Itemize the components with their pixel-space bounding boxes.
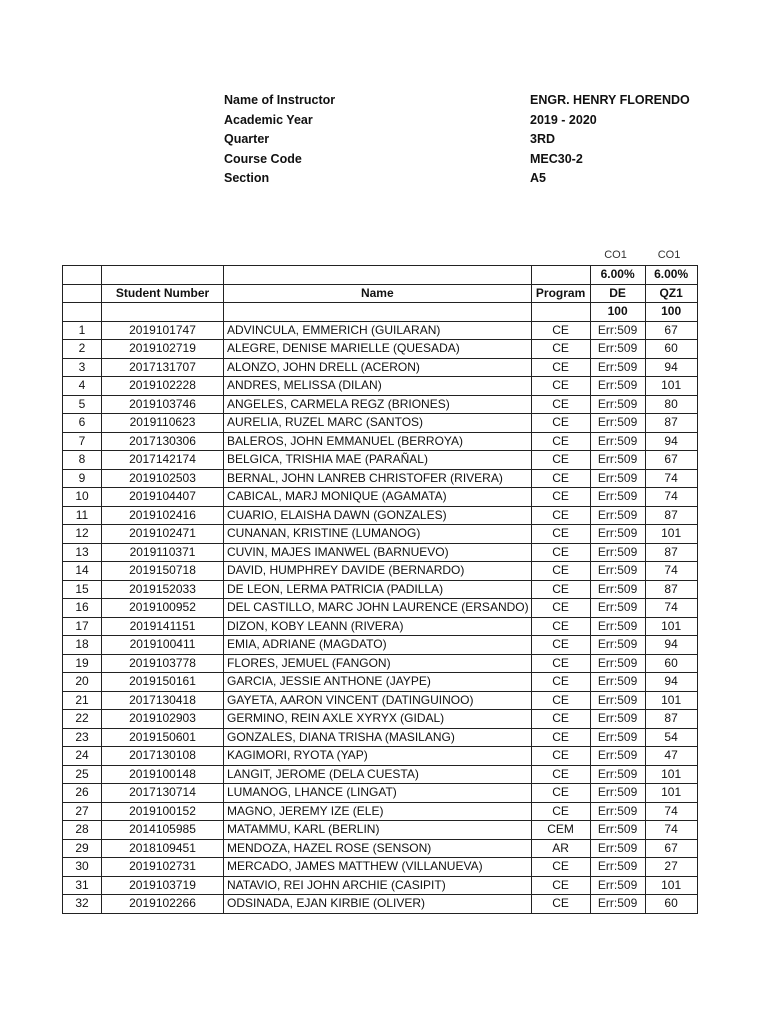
table-row xyxy=(63,654,698,673)
qz1-max-score: 100 xyxy=(645,303,697,322)
weight-header-row xyxy=(63,266,698,285)
table-row xyxy=(63,858,698,877)
table-row xyxy=(63,876,698,895)
student-name-cell: BALEROS, JOHN EMMANUEL (BERROYA) xyxy=(224,432,532,451)
table-row xyxy=(63,469,698,488)
row-number-cell: 24 xyxy=(63,747,102,766)
table-row xyxy=(63,599,698,618)
program-cell: CE xyxy=(531,543,590,562)
de-score-cell: Err:509 xyxy=(590,673,645,692)
de-score-cell: Err:509 xyxy=(590,358,645,377)
row-number-cell: 3 xyxy=(63,358,102,377)
section-label: Section xyxy=(224,171,270,185)
row-number-cell: 17 xyxy=(63,617,102,636)
qz1-score-cell: 101 xyxy=(645,617,697,636)
program-cell: CE xyxy=(531,691,590,710)
table-row xyxy=(63,691,698,710)
qz1-score-cell: 74 xyxy=(645,469,697,488)
student-number-cell: 2019103778 xyxy=(102,654,224,673)
program-cell: CE xyxy=(531,525,590,544)
de-score-cell: Err:509 xyxy=(590,506,645,525)
table-row xyxy=(63,821,698,840)
program-cell: CE xyxy=(531,784,590,803)
de-score-cell: Err:509 xyxy=(590,414,645,433)
qz1-score-cell: 74 xyxy=(645,802,697,821)
qz1-score-cell: 67 xyxy=(645,839,697,858)
de-score-cell: Err:509 xyxy=(590,654,645,673)
de-score-cell: Err:509 xyxy=(590,395,645,414)
table-row xyxy=(63,636,698,655)
course-code-label: Course Code xyxy=(224,151,302,166)
de-score-cell: Err:509 xyxy=(590,617,645,636)
academic-year-label: Academic Year xyxy=(224,112,313,127)
program-cell: AR xyxy=(531,839,590,858)
row-number-cell: 4 xyxy=(63,377,102,396)
program-cell: CE xyxy=(531,747,590,766)
de-score-cell: Err:509 xyxy=(590,747,645,766)
table-row xyxy=(63,358,698,377)
student-name-cell: ALONZO, JOHN DRELL (ACERON) xyxy=(224,358,532,377)
student-number-cell: 2019152033 xyxy=(102,580,224,599)
student-number-cell: 2017130714 xyxy=(102,784,224,803)
table-row xyxy=(63,802,698,821)
row-number-cell: 20 xyxy=(63,673,102,692)
qz1-score-cell: 101 xyxy=(645,377,697,396)
student-name-cell: AURELIA, RUZEL MARC (SANTOS) xyxy=(224,414,532,433)
table-row xyxy=(63,617,698,636)
student-number-cell: 2019100952 xyxy=(102,599,224,618)
student-name-cell: GAYETA, AARON VINCENT (DATINGUINOO) xyxy=(224,691,532,710)
qz1-weight-header: 6.00% xyxy=(645,266,697,285)
table-row xyxy=(63,543,698,562)
column-header-row xyxy=(63,284,698,303)
qz1-score-cell: 87 xyxy=(645,580,697,599)
row-number-cell: 2 xyxy=(63,340,102,359)
de-score-cell: Err:509 xyxy=(590,728,645,747)
table-row xyxy=(63,580,698,599)
header-cell xyxy=(531,266,590,285)
quarter-value: 3RD xyxy=(530,132,556,146)
student-name-cell: DE LEON, LERMA PATRICIA (PADILLA) xyxy=(224,580,532,599)
header-cell xyxy=(224,303,532,322)
qz1-header: QZ1 xyxy=(645,284,697,303)
student-number-cell: 2019102503 xyxy=(102,469,224,488)
row-number-cell: 29 xyxy=(63,839,102,858)
student-name-cell: NATAVIO, REI JOHN ARCHIE (CASIPIT) xyxy=(224,876,532,895)
student-name-cell: CUARIO, ELAISHA DAWN (GONZALES) xyxy=(224,506,532,525)
qz1-score-cell: 80 xyxy=(645,395,697,414)
student-name-cell: MERCADO, JAMES MATTHEW (VILLANUEVA) xyxy=(224,858,532,877)
student-name-cell: FLORES, JEMUEL (FANGON) xyxy=(224,654,532,673)
table-row xyxy=(63,432,698,451)
de-score-cell: Err:509 xyxy=(590,451,645,470)
student-number-cell: 2019102903 xyxy=(102,710,224,729)
row-number-cell: 19 xyxy=(63,654,102,673)
program-cell: CE xyxy=(531,395,590,414)
program-cell: CE xyxy=(531,580,590,599)
program-cell: CE xyxy=(531,636,590,655)
row-number-cell: 28 xyxy=(63,821,102,840)
student-name-cell: CUNANAN, KRISTINE (LUMANOG) xyxy=(224,525,532,544)
de-score-cell: Err:509 xyxy=(590,821,645,840)
qz1-score-cell: 101 xyxy=(645,784,697,803)
quarter-label: Quarter xyxy=(224,132,270,146)
qz1-outcome-label: CO1 xyxy=(657,249,681,261)
row-number-cell: 12 xyxy=(63,525,102,544)
program-cell: CE xyxy=(531,488,590,507)
program-cell: CE xyxy=(531,377,590,396)
student-name-cell: ADVINCULA, EMMERICH (GUILARAN) xyxy=(224,321,532,340)
row-number-cell: 31 xyxy=(63,876,102,895)
student-number-cell: 2017130418 xyxy=(102,691,224,710)
table-row xyxy=(63,506,698,525)
qz1-score-cell: 101 xyxy=(645,765,697,784)
student-number-cell: 2018109451 xyxy=(102,839,224,858)
student-number-cell: 2019102471 xyxy=(102,525,224,544)
student-number-cell: 2019101747 xyxy=(102,321,224,340)
student-name-cell: ANDRES, MELISSA (DILAN) xyxy=(224,377,532,396)
table-row xyxy=(63,765,698,784)
de-weight-header: 6.00% xyxy=(590,266,645,285)
row-number-cell: 32 xyxy=(63,895,102,914)
student-name-cell: GARCIA, JESSIE ANTHONE (JAYPE) xyxy=(224,673,532,692)
de-score-cell: Err:509 xyxy=(590,710,645,729)
de-header: DE xyxy=(590,284,645,303)
header-cell xyxy=(63,266,102,285)
program-cell: CE xyxy=(531,414,590,433)
student-number-cell: 2019100148 xyxy=(102,765,224,784)
row-number-cell: 25 xyxy=(63,765,102,784)
program-cell: CE xyxy=(531,469,590,488)
student-name-cell: CUVIN, MAJES IMANWEL (BARNUEVO) xyxy=(224,543,532,562)
student-number-cell: 2019102719 xyxy=(102,340,224,359)
de-score-cell: Err:509 xyxy=(590,636,645,655)
row-number-cell: 23 xyxy=(63,728,102,747)
table-row xyxy=(63,710,698,729)
table-row xyxy=(63,377,698,396)
student-number-cell: 2019150718 xyxy=(102,562,224,581)
instructor-label: Name of Instructor xyxy=(224,93,336,107)
qz1-score-cell: 94 xyxy=(645,432,697,451)
qz1-score-cell: 94 xyxy=(645,673,697,692)
section-value: A5 xyxy=(530,171,546,185)
program-cell: CE xyxy=(531,710,590,729)
program-cell: CE xyxy=(531,432,590,451)
qz1-score-cell: 60 xyxy=(645,895,697,914)
program-header: Program xyxy=(531,284,590,303)
program-cell: CEM xyxy=(531,821,590,840)
qz1-score-cell: 101 xyxy=(645,525,697,544)
header-cell xyxy=(224,266,532,285)
de-score-cell: Err:509 xyxy=(590,858,645,877)
student-number-cell: 2019102416 xyxy=(102,506,224,525)
student-number-cell: 2019100411 xyxy=(102,636,224,655)
row-number-cell: 11 xyxy=(63,506,102,525)
de-score-cell: Err:509 xyxy=(590,876,645,895)
grade-table xyxy=(62,265,698,914)
academic-year-value: 2019 - 2020 xyxy=(530,112,597,127)
row-number-cell: 1 xyxy=(63,321,102,340)
program-cell: CE xyxy=(531,340,590,359)
course-code-row xyxy=(224,150,694,170)
row-number-cell: 15 xyxy=(63,580,102,599)
student-name-cell: LANGIT, JEROME (DELA CUESTA) xyxy=(224,765,532,784)
instructor-row xyxy=(224,91,694,111)
student-name-cell: DAVID, HUMPHREY DAVIDE (BERNARDO) xyxy=(224,562,532,581)
program-cell: CE xyxy=(531,617,590,636)
qz1-score-cell: 87 xyxy=(645,414,697,433)
header-cell xyxy=(63,303,102,322)
row-number-cell: 6 xyxy=(63,414,102,433)
de-score-cell: Err:509 xyxy=(590,802,645,821)
program-cell: CE xyxy=(531,654,590,673)
student-number-cell: 2017130306 xyxy=(102,432,224,451)
de-score-cell: Err:509 xyxy=(590,580,645,599)
de-score-cell: Err:509 xyxy=(590,543,645,562)
section-row xyxy=(224,169,694,189)
de-score-cell: Err:509 xyxy=(590,469,645,488)
student-number-cell: 2019100152 xyxy=(102,802,224,821)
program-cell: CE xyxy=(531,506,590,525)
table-row xyxy=(63,395,698,414)
qz1-score-cell: 67 xyxy=(645,451,697,470)
student-number-cell: 2019150601 xyxy=(102,728,224,747)
row-number-cell: 13 xyxy=(63,543,102,562)
row-number-cell: 30 xyxy=(63,858,102,877)
program-cell: CE xyxy=(531,599,590,618)
student-name-cell: MENDOZA, HAZEL ROSE (SENSON) xyxy=(224,839,532,858)
de-score-cell: Err:509 xyxy=(590,765,645,784)
student-number-cell: 2019110623 xyxy=(102,414,224,433)
table-row xyxy=(63,673,698,692)
student-number-cell: 2019102731 xyxy=(102,858,224,877)
de-score-cell: Err:509 xyxy=(590,599,645,618)
row-number-cell: 9 xyxy=(63,469,102,488)
student-number-cell: 2014105985 xyxy=(102,821,224,840)
student-name-cell: MATAMMU, KARL (BERLIN) xyxy=(224,821,532,840)
de-score-cell: Err:509 xyxy=(590,839,645,858)
program-cell: CE xyxy=(531,858,590,877)
student-number-cell: 2017142174 xyxy=(102,451,224,470)
student-name-cell: MAGNO, JEREMY IZE (ELE) xyxy=(224,802,532,821)
student-name-cell: ALEGRE, DENISE MARIELLE (QUESADA) xyxy=(224,340,532,359)
qz1-score-cell: 101 xyxy=(645,691,697,710)
qz1-score-cell: 87 xyxy=(645,710,697,729)
name-header: Name xyxy=(224,284,532,303)
table-row xyxy=(63,784,698,803)
de-score-cell: Err:509 xyxy=(590,340,645,359)
student-name-cell: DEL CASTILLO, MARC JOHN LAURENCE (ERSANDO) xyxy=(224,599,532,618)
program-cell: CE xyxy=(531,358,590,377)
student-name-cell: GERMINO, REIN AXLE XYRYX (GIDAL) xyxy=(224,710,532,729)
table-row xyxy=(63,562,698,581)
de-score-cell: Err:509 xyxy=(590,784,645,803)
program-cell: CE xyxy=(531,802,590,821)
student-number-cell: 2019104407 xyxy=(102,488,224,507)
header-cell xyxy=(102,266,224,285)
student-name-cell: CABICAL, MARJ MONIQUE (AGAMATA) xyxy=(224,488,532,507)
student-number-cell: 2019110371 xyxy=(102,543,224,562)
program-cell: CE xyxy=(531,876,590,895)
de-score-cell: Err:509 xyxy=(590,525,645,544)
table-row xyxy=(63,340,698,359)
program-cell: CE xyxy=(531,673,590,692)
student-number-header: Student Number xyxy=(102,284,224,303)
student-number-cell: 2017130108 xyxy=(102,747,224,766)
quarter-row xyxy=(224,130,694,150)
student-name-cell: ANGELES, CARMELA REGZ (BRIONES) xyxy=(224,395,532,414)
table-row xyxy=(63,451,698,470)
row-number-cell: 21 xyxy=(63,691,102,710)
instructor-value: ENGR. HENRY FLORENDO xyxy=(530,93,690,107)
qz1-score-cell: 87 xyxy=(645,506,697,525)
table-row xyxy=(63,525,698,544)
qz1-score-cell: 74 xyxy=(645,821,697,840)
de-max-score: 100 xyxy=(590,303,645,322)
qz1-score-cell: 60 xyxy=(645,654,697,673)
program-cell: CE xyxy=(531,451,590,470)
student-number-cell: 2017131707 xyxy=(102,358,224,377)
qz1-score-cell: 94 xyxy=(645,636,697,655)
table-row xyxy=(63,414,698,433)
row-number-cell: 14 xyxy=(63,562,102,581)
header-cell xyxy=(531,303,590,322)
row-number-cell: 10 xyxy=(63,488,102,507)
qz1-score-cell: 60 xyxy=(645,340,697,359)
course-code-value: MEC30-2 xyxy=(530,151,583,166)
academic-year-row xyxy=(224,111,694,131)
student-name-cell: BELGICA, TRISHIA MAE (PARAÑAL) xyxy=(224,451,532,470)
de-score-cell: Err:509 xyxy=(590,432,645,451)
qz1-score-cell: 101 xyxy=(645,876,697,895)
program-cell: CE xyxy=(531,321,590,340)
student-name-cell: GONZALES, DIANA TRISHA (MASILANG) xyxy=(224,728,532,747)
student-name-cell: ODSINADA, EJAN KIRBIE (OLIVER) xyxy=(224,895,532,914)
de-score-cell: Err:509 xyxy=(590,488,645,507)
row-number-cell: 7 xyxy=(63,432,102,451)
de-outcome-label: CO1 xyxy=(604,249,627,261)
row-number-cell: 5 xyxy=(63,395,102,414)
student-name-cell: EMIA, ADRIANE (MAGDATO) xyxy=(224,636,532,655)
qz1-score-cell: 74 xyxy=(645,599,697,618)
row-number-cell: 27 xyxy=(63,802,102,821)
de-score-cell: Err:509 xyxy=(590,895,645,914)
table-row xyxy=(63,747,698,766)
de-score-cell: Err:509 xyxy=(590,691,645,710)
de-score-cell: Err:509 xyxy=(590,377,645,396)
student-number-cell: 2019141151 xyxy=(102,617,224,636)
student-name-cell: KAGIMORI, RYOTA (YAP) xyxy=(224,747,532,766)
qz1-score-cell: 47 xyxy=(645,747,697,766)
program-cell: CE xyxy=(531,728,590,747)
qz1-score-cell: 87 xyxy=(645,543,697,562)
table-row xyxy=(63,488,698,507)
student-number-cell: 2019103746 xyxy=(102,395,224,414)
header-cell xyxy=(63,284,102,303)
student-name-cell: LUMANOG, LHANCE (LINGAT) xyxy=(224,784,532,803)
table-row xyxy=(63,728,698,747)
student-number-cell: 2019102228 xyxy=(102,377,224,396)
course-info-block xyxy=(224,91,694,189)
student-number-cell: 2019150161 xyxy=(102,673,224,692)
table-row xyxy=(63,895,698,914)
row-number-cell: 16 xyxy=(63,599,102,618)
qz1-score-cell: 27 xyxy=(645,858,697,877)
table-row xyxy=(63,839,698,858)
student-number-cell: 2019102266 xyxy=(102,895,224,914)
program-cell: CE xyxy=(531,765,590,784)
header-cell xyxy=(102,303,224,322)
row-number-cell: 8 xyxy=(63,451,102,470)
row-number-cell: 18 xyxy=(63,636,102,655)
de-score-cell: Err:509 xyxy=(590,321,645,340)
course-outcome-labels xyxy=(0,249,768,265)
qz1-score-cell: 54 xyxy=(645,728,697,747)
row-number-cell: 26 xyxy=(63,784,102,803)
de-score-cell: Err:509 xyxy=(590,562,645,581)
qz1-score-cell: 74 xyxy=(645,488,697,507)
max-score-row xyxy=(63,303,698,322)
qz1-score-cell: 74 xyxy=(645,562,697,581)
row-number-cell: 22 xyxy=(63,710,102,729)
qz1-score-cell: 67 xyxy=(645,321,697,340)
student-name-cell: DIZON, KOBY LEANN (RIVERA) xyxy=(224,617,532,636)
table-row xyxy=(63,321,698,340)
student-name-cell: BERNAL, JOHN LANREB CHRISTOFER (RIVERA) xyxy=(224,469,532,488)
student-number-cell: 2019103719 xyxy=(102,876,224,895)
grade-table-body xyxy=(63,321,698,913)
program-cell: CE xyxy=(531,562,590,581)
program-cell: CE xyxy=(531,895,590,914)
qz1-score-cell: 94 xyxy=(645,358,697,377)
